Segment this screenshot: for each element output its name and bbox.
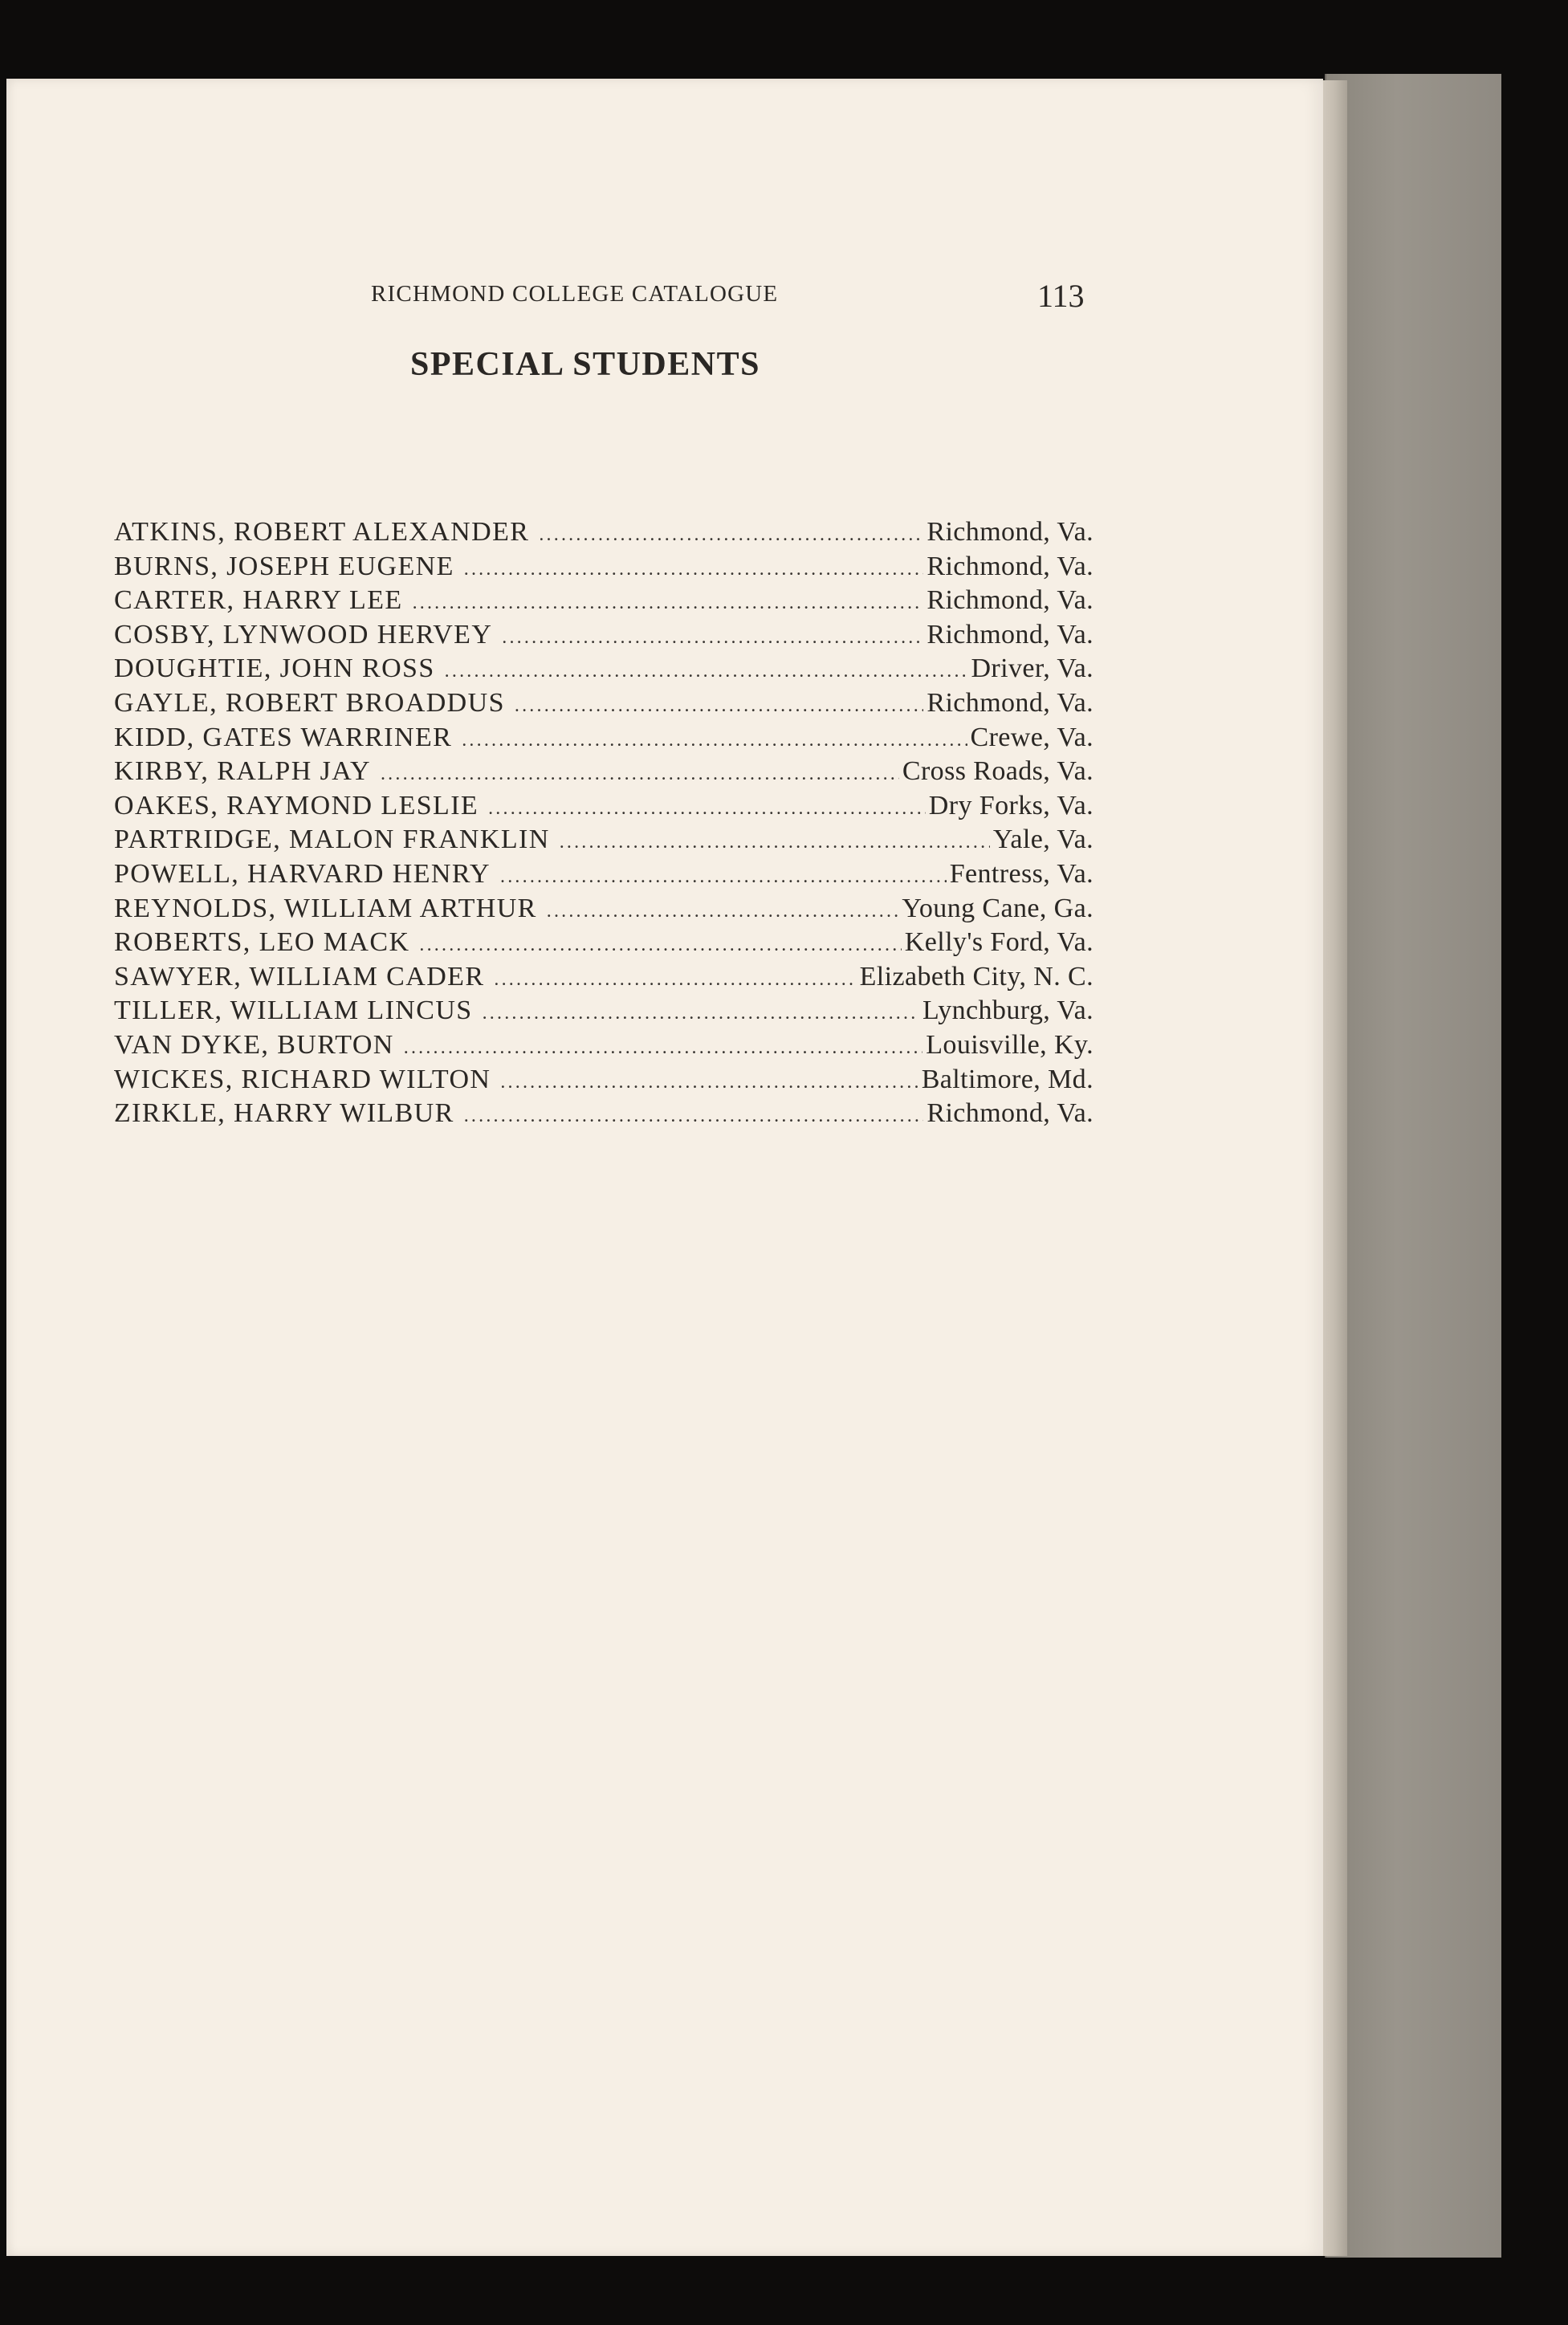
student-hometown: Louisville, Ky. <box>926 1029 1094 1060</box>
dot-leader <box>445 661 968 682</box>
student-name: CARTER, HARRY LEE <box>114 585 403 616</box>
student-hometown: Elizabeth City, N. C. <box>859 961 1094 991</box>
student-hometown: Richmond, Va. <box>927 551 1094 581</box>
student-name: POWELL, HARVARD HENRY <box>114 858 491 889</box>
list-item <box>114 620 1094 654</box>
student-name: WICKES, RICHARD WILTON <box>114 1064 491 1094</box>
student-hometown: Dry Forks, Va. <box>928 790 1094 820</box>
dot-leader <box>419 934 901 956</box>
list-item <box>114 825 1094 859</box>
dot-leader <box>462 730 967 751</box>
list-item <box>114 1065 1094 1099</box>
student-name: TILLER, WILLIAM LINCUS <box>114 996 473 1026</box>
student-list <box>114 517 1094 1133</box>
student-hometown: Young Cane, Ga. <box>902 893 1094 923</box>
dot-leader <box>502 627 923 649</box>
list-item <box>114 723 1094 757</box>
student-name: ROBERTS, LEO MACK <box>114 927 410 958</box>
list-item <box>114 552 1094 586</box>
catalogue-page <box>6 79 1323 2256</box>
student-name: ZIRKLE, HARRY WILBUR <box>114 1098 454 1129</box>
student-name: VAN DYKE, BURTON <box>114 1029 394 1060</box>
list-item <box>114 688 1094 723</box>
dot-leader <box>413 592 924 614</box>
list-item <box>114 962 1094 996</box>
student-name: SAWYER, WILLIAM CADER <box>114 961 485 991</box>
dot-leader <box>560 832 990 853</box>
dot-leader <box>539 524 923 546</box>
student-hometown: Kelly's Ford, Va. <box>904 927 1094 958</box>
list-item <box>114 996 1094 1030</box>
back-cover-board <box>1325 74 1501 2258</box>
dot-leader <box>404 1037 923 1059</box>
section-title: SPECIAL STUDENTS <box>410 346 760 383</box>
list-item <box>114 791 1094 825</box>
student-hometown: Cross Roads, Va. <box>902 756 1094 787</box>
student-hometown: Richmond, Va. <box>927 619 1094 649</box>
student-name: KIRBY, RALPH JAY <box>114 756 371 787</box>
list-item <box>114 654 1094 688</box>
dot-leader <box>464 1105 924 1127</box>
student-hometown: Baltimore, Md. <box>921 1064 1094 1094</box>
list-item <box>114 859 1094 894</box>
dot-leader <box>515 695 923 717</box>
dot-leader <box>500 866 947 888</box>
student-name: PARTRIDGE, MALON FRANKLIN <box>114 825 550 855</box>
student-name: ATKINS, ROBERT ALEXANDER <box>114 517 530 547</box>
page-number: 113 <box>1037 278 1085 314</box>
student-name: KIDD, GATES WARRINER <box>114 722 453 752</box>
student-name: REYNOLDS, WILLIAM ARTHUR <box>114 893 537 923</box>
student-name: DOUGHTIE, JOHN ROSS <box>114 654 435 684</box>
student-hometown: Richmond, Va. <box>927 1098 1094 1129</box>
dot-leader <box>381 763 899 785</box>
student-hometown: Richmond, Va. <box>927 585 1094 616</box>
list-item <box>114 1098 1094 1133</box>
list-item <box>114 517 1094 552</box>
dot-leader <box>494 969 856 991</box>
list-item <box>114 585 1094 620</box>
dot-leader <box>547 901 899 922</box>
dot-leader <box>488 798 926 820</box>
list-item <box>114 1030 1094 1065</box>
student-hometown: Driver, Va. <box>971 654 1094 684</box>
dot-leader <box>500 1072 918 1093</box>
dot-leader <box>464 559 924 580</box>
student-name: GAYLE, ROBERT BROADDUS <box>114 687 505 718</box>
running-head: RICHMOND COLLEGE CATALOGUE <box>371 281 779 307</box>
student-name: BURNS, JOSEPH EUGENE <box>114 551 454 581</box>
student-hometown: Yale, Va. <box>992 825 1094 855</box>
dot-leader <box>483 1003 919 1024</box>
student-hometown: Richmond, Va. <box>927 517 1094 547</box>
student-hometown: Lynchburg, Va. <box>922 996 1094 1026</box>
student-hometown: Richmond, Va. <box>927 687 1094 718</box>
student-hometown: Crewe, Va. <box>970 722 1094 752</box>
student-name: OAKES, RAYMOND LESLIE <box>114 790 479 820</box>
list-item <box>114 756 1094 791</box>
list-item <box>114 927 1094 962</box>
student-hometown: Fentress, Va. <box>949 858 1094 889</box>
student-name: COSBY, LYNWOOD HERVEY <box>114 619 493 649</box>
list-item <box>114 894 1094 928</box>
